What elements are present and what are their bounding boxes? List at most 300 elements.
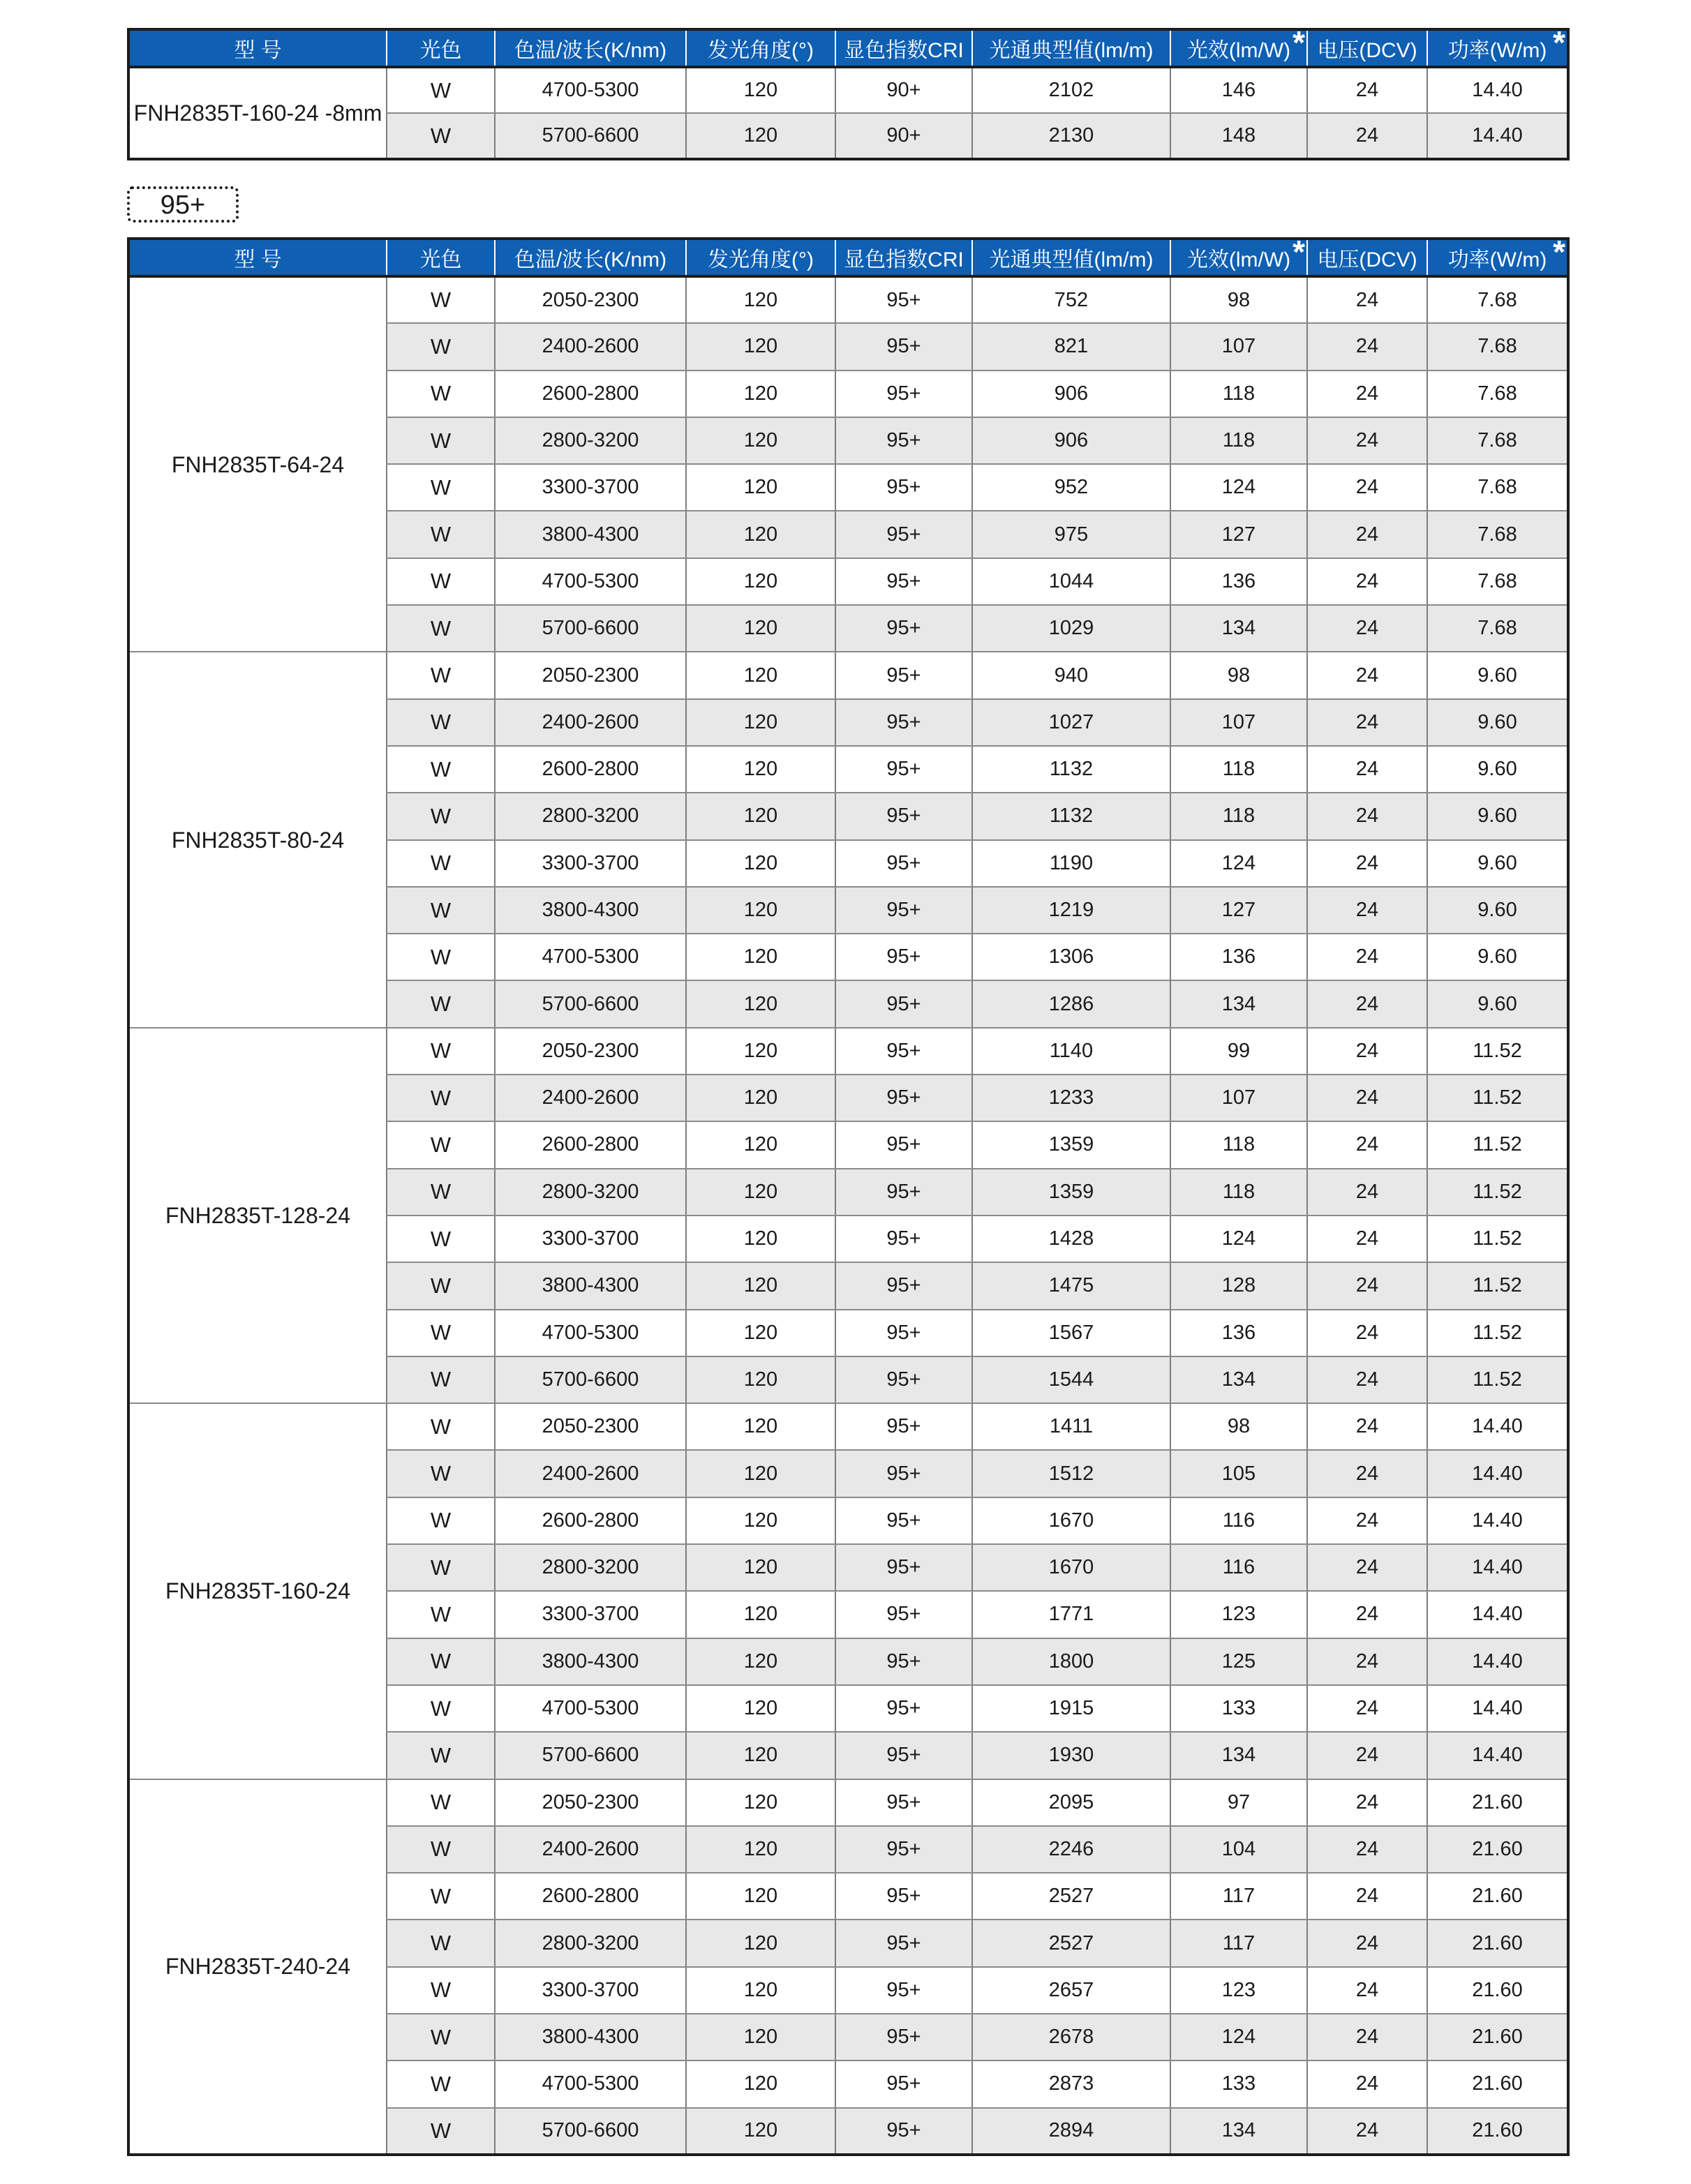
flux-cell: 2527 — [972, 1873, 1170, 1920]
cct-cell: 2800-3200 — [495, 1544, 686, 1591]
beam-angle-cell: 120 — [686, 1732, 835, 1779]
voltage-cell: 24 — [1307, 887, 1427, 934]
cri-cell: 95+ — [835, 2060, 972, 2107]
power-cell: 7.68 — [1427, 511, 1568, 558]
light-color-cell: W — [387, 1873, 495, 1920]
asterisk-icon: * — [1293, 234, 1305, 270]
cri-cell: 95+ — [835, 371, 972, 417]
power-cell: 21.60 — [1427, 1779, 1568, 1826]
cri-cell: 95+ — [835, 793, 972, 839]
beam-angle-cell: 120 — [686, 840, 835, 887]
power-cell: 9.60 — [1427, 980, 1568, 1027]
cri-cell: 95+ — [835, 2014, 972, 2060]
header-efficacy — [1170, 234, 1307, 276]
power-cell: 7.68 — [1427, 558, 1568, 605]
cri-cell: 95+ — [835, 1920, 972, 1966]
efficacy-cell: 146 — [1170, 67, 1307, 113]
light-color-cell: W — [387, 67, 495, 113]
power-cell: 14.40 — [1427, 1403, 1568, 1450]
power-cell: 9.60 — [1427, 934, 1568, 980]
light-color-cell: W — [387, 1967, 495, 2014]
voltage-cell: 24 — [1307, 1121, 1427, 1168]
power-cell: 21.60 — [1427, 1967, 1568, 2014]
efficacy-cell: 123 — [1170, 1967, 1307, 2014]
power-cell: 14.40 — [1427, 113, 1568, 159]
beam-angle-cell: 120 — [686, 746, 835, 793]
voltage-cell: 24 — [1307, 417, 1427, 464]
light-color-cell: W — [387, 1216, 495, 1262]
cri-cell: 95+ — [835, 1591, 972, 1638]
beam-angle-cell: 120 — [686, 1028, 835, 1075]
table-body — [128, 276, 1568, 2155]
light-color-cell: W — [387, 840, 495, 887]
efficacy-cell: 134 — [1170, 1732, 1307, 1779]
flux-cell: 952 — [972, 464, 1170, 511]
voltage-cell: 24 — [1307, 371, 1427, 417]
cri-cell: 90+ — [835, 113, 972, 159]
efficacy-cell: 124 — [1170, 840, 1307, 887]
cct-cell: 2400-2600 — [495, 1826, 686, 1873]
beam-angle-cell: 120 — [686, 1169, 835, 1216]
voltage-cell: 24 — [1307, 2060, 1427, 2107]
efficacy-cell: 134 — [1170, 1356, 1307, 1403]
cct-cell: 5700-6600 — [495, 113, 686, 159]
voltage-cell: 24 — [1307, 2014, 1427, 2060]
power-cell: 9.60 — [1427, 746, 1568, 793]
cct-cell: 2800-3200 — [495, 1920, 686, 1966]
beam-angle-cell: 120 — [686, 1450, 835, 1497]
beam-angle-cell: 120 — [686, 605, 835, 652]
efficacy-cell: 134 — [1170, 980, 1307, 1027]
flux-cell: 2527 — [972, 1920, 1170, 1966]
power-cell: 14.40 — [1427, 1544, 1568, 1591]
voltage-cell: 24 — [1307, 1450, 1427, 1497]
light-color-cell: W — [387, 1685, 495, 1732]
light-color-cell: W — [387, 2108, 495, 2155]
beam-angle-cell: 120 — [686, 2060, 835, 2107]
voltage-cell: 24 — [1307, 1310, 1427, 1356]
voltage-cell: 24 — [1307, 840, 1427, 887]
cct-cell: 2050-2300 — [495, 276, 686, 323]
cct-cell: 5700-6600 — [495, 605, 686, 652]
voltage-cell: 24 — [1307, 1028, 1427, 1075]
beam-angle-cell: 120 — [686, 1310, 835, 1356]
light-color-cell: W — [387, 887, 495, 934]
flux-cell: 1475 — [972, 1262, 1170, 1309]
efficacy-cell: 107 — [1170, 1075, 1307, 1121]
flux-cell: 1915 — [972, 1685, 1170, 1732]
cct-cell: 2400-2600 — [495, 323, 686, 370]
beam-angle-cell: 120 — [686, 699, 835, 746]
cct-cell: 4700-5300 — [495, 934, 686, 980]
cri-cell: 95+ — [835, 1873, 972, 1920]
light-color-cell: W — [387, 746, 495, 793]
cct-cell: 3300-3700 — [495, 840, 686, 887]
beam-angle-cell: 120 — [686, 1121, 835, 1168]
header-beam-angle: 发光角度(°) — [686, 29, 835, 67]
flux-cell: 2894 — [972, 2108, 1170, 2155]
efficacy-cell: 107 — [1170, 699, 1307, 746]
beam-angle-cell: 120 — [686, 371, 835, 417]
flux-cell: 2095 — [972, 1779, 1170, 1826]
flux-cell: 1670 — [972, 1544, 1170, 1591]
power-cell: 11.52 — [1427, 1075, 1568, 1121]
beam-angle-cell: 120 — [686, 2014, 835, 2060]
cct-cell: 2400-2600 — [495, 699, 686, 746]
power-cell: 14.40 — [1427, 1450, 1568, 1497]
efficacy-cell: 123 — [1170, 1591, 1307, 1638]
power-cell: 7.68 — [1427, 605, 1568, 652]
light-color-cell: W — [387, 511, 495, 558]
table-row — [128, 1779, 1568, 1826]
cri-cell: 95+ — [835, 323, 972, 370]
voltage-cell: 24 — [1307, 113, 1427, 159]
flux-cell: 1359 — [972, 1121, 1170, 1168]
cri-cell: 95+ — [835, 1075, 972, 1121]
efficacy-cell: 136 — [1170, 558, 1307, 605]
cct-cell: 5700-6600 — [495, 980, 686, 1027]
flux-cell: 1771 — [972, 1591, 1170, 1638]
voltage-cell: 24 — [1307, 980, 1427, 1027]
power-cell: 21.60 — [1427, 2014, 1568, 2060]
efficacy-cell: 124 — [1170, 1216, 1307, 1262]
efficacy-cell: 125 — [1170, 1638, 1307, 1685]
power-cell: 11.52 — [1427, 1169, 1568, 1216]
power-cell: 21.60 — [1427, 2060, 1568, 2107]
cct-cell: 2400-2600 — [495, 1450, 686, 1497]
flux-cell: 1428 — [972, 1216, 1170, 1262]
cct-cell: 2800-3200 — [495, 1169, 686, 1216]
cct-cell: 5700-6600 — [495, 1732, 686, 1779]
spec-table-cri95 — [127, 234, 1570, 2156]
asterisk-icon: * — [1293, 24, 1305, 61]
voltage-cell: 24 — [1307, 1356, 1427, 1403]
cct-cell: 3300-3700 — [495, 1216, 686, 1262]
cri-cell: 95+ — [835, 1403, 972, 1450]
beam-angle-cell: 120 — [686, 1216, 835, 1262]
efficacy-cell: 118 — [1170, 793, 1307, 839]
voltage-cell: 24 — [1307, 652, 1427, 698]
table-row — [128, 1403, 1568, 1450]
power-cell: 11.52 — [1427, 1028, 1568, 1075]
header-light-color: 光色 — [387, 29, 495, 67]
voltage-cell: 24 — [1307, 1638, 1427, 1685]
table-row — [128, 67, 1568, 113]
beam-angle-cell: 120 — [686, 1544, 835, 1591]
light-color-cell: W — [387, 2014, 495, 2060]
cct-cell: 3800-4300 — [495, 1638, 686, 1685]
light-color-cell: W — [387, 1638, 495, 1685]
header-model: 型 号 — [128, 239, 387, 276]
beam-angle-cell: 120 — [686, 1356, 835, 1403]
flux-cell: 752 — [972, 276, 1170, 323]
light-color-cell: W — [387, 1779, 495, 1826]
power-cell: 11.52 — [1427, 1121, 1568, 1168]
flux-cell: 906 — [972, 417, 1170, 464]
flux-cell: 975 — [972, 511, 1170, 558]
beam-angle-cell: 120 — [686, 1779, 835, 1826]
cct-cell: 5700-6600 — [495, 1356, 686, 1403]
cri-cell: 90+ — [835, 67, 972, 113]
beam-angle-cell: 120 — [686, 1075, 835, 1121]
power-cell: 14.40 — [1427, 1732, 1568, 1779]
voltage-cell: 24 — [1307, 1920, 1427, 1966]
cri-cell: 95+ — [835, 1732, 972, 1779]
cri-cell: 95+ — [835, 980, 972, 1027]
beam-angle-cell: 120 — [686, 511, 835, 558]
model-cell: FNH2835T-80-24 — [128, 652, 387, 1027]
cri-cell: 95+ — [835, 1497, 972, 1544]
flux-cell: 1411 — [972, 1403, 1170, 1450]
voltage-cell: 24 — [1307, 1169, 1427, 1216]
flux-cell: 1286 — [972, 980, 1170, 1027]
power-cell: 21.60 — [1427, 1873, 1568, 1920]
efficacy-cell: 116 — [1170, 1544, 1307, 1591]
cct-cell: 2600-2800 — [495, 1121, 686, 1168]
header-power-label: 功率(W/m) — [1447, 248, 1547, 271]
header-power — [1427, 234, 1568, 276]
power-cell: 21.60 — [1427, 1920, 1568, 1966]
voltage-cell: 24 — [1307, 1685, 1427, 1732]
header-light-color: 光色 — [387, 239, 495, 276]
flux-cell: 940 — [972, 652, 1170, 698]
light-color-cell: W — [387, 1075, 495, 1121]
beam-angle-cell: 120 — [686, 113, 835, 159]
voltage-cell: 24 — [1307, 1403, 1427, 1450]
light-color-cell: W — [387, 1169, 495, 1216]
light-color-cell: W — [387, 1450, 495, 1497]
cri-cell: 95+ — [835, 276, 972, 323]
cri-cell: 95+ — [835, 464, 972, 511]
header-power — [1427, 24, 1568, 67]
flux-cell: 906 — [972, 371, 1170, 417]
cct-cell: 2600-2800 — [495, 371, 686, 417]
asterisk-icon: * — [1553, 24, 1565, 61]
efficacy-cell: 133 — [1170, 2060, 1307, 2107]
voltage-cell: 24 — [1307, 793, 1427, 839]
cct-cell: 4700-5300 — [495, 67, 686, 113]
light-color-cell: W — [387, 934, 495, 980]
light-color-cell: W — [387, 2060, 495, 2107]
table-header — [128, 24, 1568, 67]
power-cell: 14.40 — [1427, 1591, 1568, 1638]
efficacy-cell: 117 — [1170, 1920, 1307, 1966]
cct-cell: 4700-5300 — [495, 1310, 686, 1356]
model-cell: FNH2835T-128-24 — [128, 1028, 387, 1403]
light-color-cell: W — [387, 1920, 495, 1966]
spec-table-cri90 — [127, 24, 1570, 160]
light-color-cell: W — [387, 1262, 495, 1309]
asterisk-icon: * — [1553, 234, 1565, 270]
header-cri: 显色指数CRI — [835, 239, 972, 276]
light-color-cell: W — [387, 1732, 495, 1779]
cct-cell: 2400-2600 — [495, 1075, 686, 1121]
voltage-cell: 24 — [1307, 1497, 1427, 1544]
light-color-cell: W — [387, 417, 495, 464]
cct-cell: 4700-5300 — [495, 1685, 686, 1732]
flux-cell: 1359 — [972, 1169, 1170, 1216]
beam-angle-cell: 120 — [686, 276, 835, 323]
flux-cell: 1670 — [972, 1497, 1170, 1544]
flux-cell: 2657 — [972, 1967, 1170, 2014]
light-color-cell: W — [387, 1497, 495, 1544]
header-voltage: 电压(DCV) — [1307, 29, 1427, 67]
power-cell: 7.68 — [1427, 276, 1568, 323]
flux-cell: 821 — [972, 323, 1170, 370]
efficacy-cell: 118 — [1170, 371, 1307, 417]
header-efficacy — [1170, 24, 1307, 67]
light-color-cell: W — [387, 1403, 495, 1450]
efficacy-cell: 107 — [1170, 323, 1307, 370]
cct-cell: 3800-4300 — [495, 2014, 686, 2060]
light-color-cell: W — [387, 1356, 495, 1403]
voltage-cell: 24 — [1307, 934, 1427, 980]
voltage-cell: 24 — [1307, 1873, 1427, 1920]
voltage-cell: 24 — [1307, 1591, 1427, 1638]
cri-cell: 95+ — [835, 417, 972, 464]
power-cell: 9.60 — [1427, 699, 1568, 746]
beam-angle-cell: 120 — [686, 652, 835, 698]
light-color-cell: W — [387, 464, 495, 511]
cct-cell: 3300-3700 — [495, 1967, 686, 2014]
beam-angle-cell: 120 — [686, 1685, 835, 1732]
beam-angle-cell: 120 — [686, 1262, 835, 1309]
light-color-cell: W — [387, 1121, 495, 1168]
voltage-cell: 24 — [1307, 605, 1427, 652]
efficacy-cell: 136 — [1170, 934, 1307, 980]
cri-cell: 95+ — [835, 1544, 972, 1591]
header-luminous-flux: 光通典型值(lm/m) — [972, 29, 1170, 67]
cri-cell: 95+ — [835, 1826, 972, 1873]
cct-cell: 2800-3200 — [495, 417, 686, 464]
efficacy-cell: 133 — [1170, 1685, 1307, 1732]
efficacy-cell: 134 — [1170, 605, 1307, 652]
flux-cell: 1027 — [972, 699, 1170, 746]
efficacy-cell: 98 — [1170, 652, 1307, 698]
cri-cell: 95+ — [835, 1262, 972, 1309]
power-cell: 11.52 — [1427, 1216, 1568, 1262]
cct-cell: 3800-4300 — [495, 887, 686, 934]
power-cell: 14.40 — [1427, 67, 1568, 113]
voltage-cell: 24 — [1307, 1732, 1427, 1779]
flux-cell: 1544 — [972, 1356, 1170, 1403]
flux-cell: 1567 — [972, 1310, 1170, 1356]
flux-cell: 1029 — [972, 605, 1170, 652]
model-cell: FNH2835T-240-24 — [128, 1779, 387, 2155]
beam-angle-cell: 120 — [686, 887, 835, 934]
voltage-cell: 24 — [1307, 1216, 1427, 1262]
header-cct: 色温/波长(K/nm) — [495, 29, 686, 67]
efficacy-cell: 104 — [1170, 1826, 1307, 1873]
light-color-cell: W — [387, 371, 495, 417]
efficacy-cell: 117 — [1170, 1873, 1307, 1920]
beam-angle-cell: 120 — [686, 1967, 835, 2014]
header-cri: 显色指数CRI — [835, 29, 972, 67]
voltage-cell: 24 — [1307, 1967, 1427, 2014]
light-color-cell: W — [387, 113, 495, 159]
beam-angle-cell: 120 — [686, 464, 835, 511]
model-cell: FNH2835T-160-24 — [128, 1403, 387, 1779]
cri-cell: 95+ — [835, 1450, 972, 1497]
voltage-cell: 24 — [1307, 511, 1427, 558]
flux-cell: 2873 — [972, 2060, 1170, 2107]
power-cell: 14.40 — [1427, 1638, 1568, 1685]
cri-cell: 95+ — [835, 887, 972, 934]
cri-cell: 95+ — [835, 558, 972, 605]
cri-cell: 95+ — [835, 1779, 972, 1826]
beam-angle-cell: 120 — [686, 793, 835, 839]
flux-cell: 1190 — [972, 840, 1170, 887]
model-cell: FNH2835T-160-24 -8mm — [128, 67, 387, 159]
header-efficacy-label: 光效(lm/W) — [1186, 248, 1291, 271]
efficacy-cell: 105 — [1170, 1450, 1307, 1497]
power-cell: 14.40 — [1427, 1685, 1568, 1732]
model-cell: FNH2835T-64-24 — [128, 276, 387, 652]
light-color-cell: W — [387, 1591, 495, 1638]
cri-cell: 95+ — [835, 1310, 972, 1356]
voltage-cell: 24 — [1307, 1544, 1427, 1591]
cct-cell: 3300-3700 — [495, 464, 686, 511]
light-color-cell: W — [387, 276, 495, 323]
voltage-cell: 24 — [1307, 67, 1427, 113]
cct-cell: 4700-5300 — [495, 2060, 686, 2107]
efficacy-cell: 134 — [1170, 2108, 1307, 2155]
voltage-cell: 24 — [1307, 1075, 1427, 1121]
light-color-cell: W — [387, 558, 495, 605]
cct-cell: 2800-3200 — [495, 793, 686, 839]
beam-angle-cell: 120 — [686, 323, 835, 370]
light-color-cell: W — [387, 980, 495, 1027]
beam-angle-cell: 120 — [686, 1920, 835, 1966]
flux-cell: 1800 — [972, 1638, 1170, 1685]
efficacy-cell: 97 — [1170, 1779, 1307, 1826]
efficacy-cell: 98 — [1170, 1403, 1307, 1450]
efficacy-cell: 118 — [1170, 1169, 1307, 1216]
efficacy-cell: 116 — [1170, 1497, 1307, 1544]
header-beam-angle: 发光角度(°) — [686, 239, 835, 276]
beam-angle-cell: 120 — [686, 417, 835, 464]
light-color-cell: W — [387, 699, 495, 746]
beam-angle-cell: 120 — [686, 558, 835, 605]
power-cell: 9.60 — [1427, 840, 1568, 887]
beam-angle-cell: 120 — [686, 1497, 835, 1544]
cri-cell: 95+ — [835, 746, 972, 793]
flux-cell: 2102 — [972, 67, 1170, 113]
efficacy-cell: 118 — [1170, 1121, 1307, 1168]
cri-cell: 95+ — [835, 840, 972, 887]
cri-cell: 95+ — [835, 2108, 972, 2155]
beam-angle-cell: 120 — [686, 1873, 835, 1920]
power-cell: 9.60 — [1427, 793, 1568, 839]
beam-angle-cell: 120 — [686, 2108, 835, 2155]
cri-group-label: 95+ — [127, 186, 239, 223]
flux-cell: 1512 — [972, 1450, 1170, 1497]
voltage-cell: 24 — [1307, 558, 1427, 605]
efficacy-cell: 98 — [1170, 276, 1307, 323]
cct-cell: 3300-3700 — [495, 1591, 686, 1638]
voltage-cell: 24 — [1307, 276, 1427, 323]
header-cct: 色温/波长(K/nm) — [495, 239, 686, 276]
cct-cell: 2050-2300 — [495, 652, 686, 698]
cri-cell: 95+ — [835, 652, 972, 698]
table-body — [128, 67, 1568, 159]
cri-cell: 95+ — [835, 1356, 972, 1403]
light-color-cell: W — [387, 323, 495, 370]
cct-cell: 2600-2800 — [495, 746, 686, 793]
flux-cell: 2246 — [972, 1826, 1170, 1873]
beam-angle-cell: 120 — [686, 67, 835, 113]
cct-cell: 2050-2300 — [495, 1779, 686, 1826]
